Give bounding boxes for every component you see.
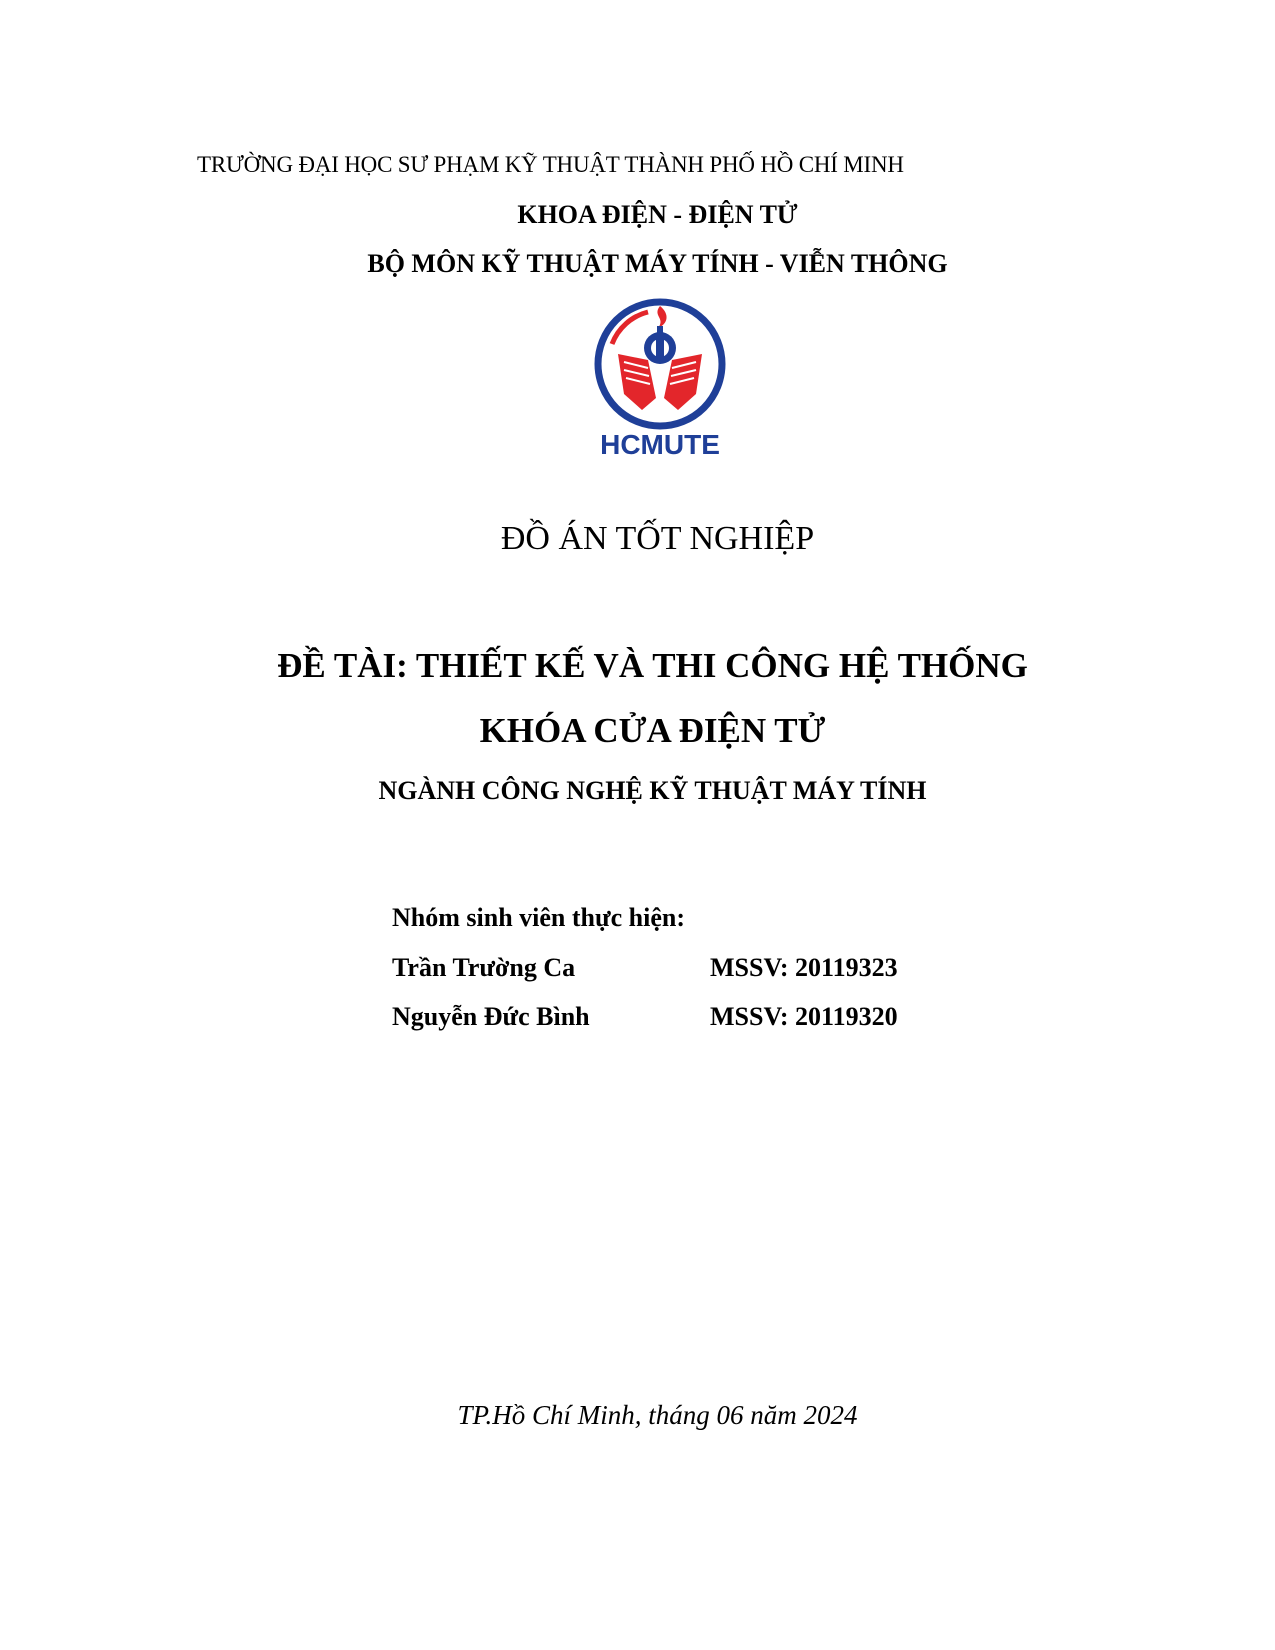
faculty-name: KHOA ĐIỆN - ĐIỆN TỬ — [517, 200, 798, 229]
hcmute-logo-icon — [590, 298, 730, 468]
project-title-line-1: ĐỀ TÀI: THIẾT KẾ VÀ THI CÔNG HỆ THỐNG — [277, 646, 1028, 685]
project-title-line-2: KHÓA CỬA ĐIỆN TỬ — [479, 711, 826, 750]
university-name: TRƯỜNG ĐẠI HỌC SƯ PHẠM KỸ THUẬT THÀNH PHỐ HỒ CHÍ MINH — [197, 152, 904, 177]
department-name: BỘ MÔN KỸ THUẬT MÁY TÍNH - VIỄN THÔNG — [367, 249, 948, 278]
student-id: MSSV: 20119320 — [710, 1002, 898, 1031]
place-date: TP.Hồ Chí Minh, tháng 06 năm 2024 — [457, 1400, 858, 1430]
student-name: Nguyễn Đức Bình — [392, 1002, 590, 1031]
student-group-label: Nhóm sinh viên thực hiện: — [392, 903, 685, 932]
major-name: NGÀNH CÔNG NGHỆ KỸ THUẬT MÁY TÍNH — [378, 776, 927, 805]
svg-text:HCMUTE: HCMUTE — [600, 429, 720, 460]
student-id: MSSV: 20119323 — [710, 953, 898, 982]
document-type: ĐỒ ÁN TỐT NGHIỆP — [500, 520, 815, 557]
student-name: Trần Trường Ca — [392, 953, 576, 982]
